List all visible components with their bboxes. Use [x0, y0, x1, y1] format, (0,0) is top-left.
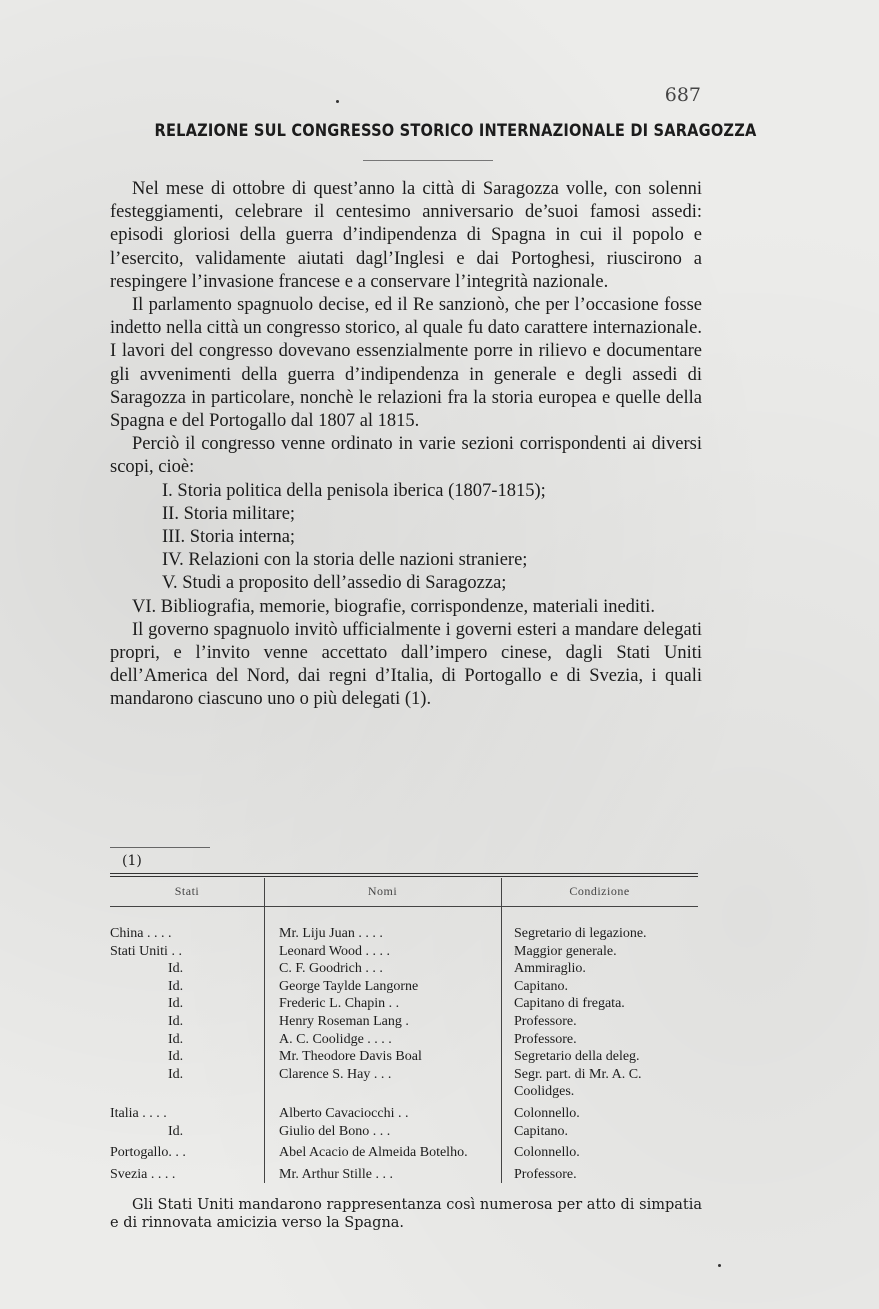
- cell-nome: Abel Acacio de Almeida Botelho.: [279, 1145, 468, 1161]
- article-title: RELAZIONE SUL CONGRESSO STORICO INTERNAZIONALE DI SARAGOZZA: [154, 121, 757, 141]
- cell-condizione: Segretario della deleg.: [514, 1049, 640, 1065]
- section-item: V. Studi a proposito dell’assedio di Saragozza;: [162, 573, 507, 594]
- paragraph-intro: Nel mese di ottobre di quest’anno la città di Saragozza volle, con solenni festeggiamenti, celebrare il centesimo anniversario de’suoi famosi assedi: episodi gloriosi della guerra d’indipendenza di Spagna in cui il popolo e l’esercito, validamente aiutati dagl’Inglesi e dai Portoghesi, riuscirono a respingere l’invasione francese e a conservare l’integrità nazionale.: [110, 179, 702, 292]
- cell-stato: Svezia . . . .: [110, 1166, 176, 1182]
- cell-stato: Id.: [168, 1066, 184, 1082]
- cell-stato: Id.: [168, 978, 184, 994]
- cell-condizione: Professore.: [514, 1013, 577, 1029]
- cell-stato: Italia . . . .: [110, 1105, 167, 1121]
- table-top-rule: [110, 873, 698, 877]
- footnote-closing-text: Gli Stati Uniti mandarono rappresentanza così numerosa per atto di simpatia e di rinnovata amicizia verso la Spagna.: [110, 1197, 702, 1231]
- cell-stato: Id.: [168, 961, 184, 977]
- table-row: [110, 1101, 698, 1123]
- cell-condizione: Professore.: [514, 1166, 577, 1182]
- table-row: [110, 1140, 698, 1162]
- paragraph-sections-intro: Perciò il congresso venne ordinato in varie sezioni corrispondenti ai diversi scopi, cioè:: [110, 434, 702, 478]
- table-row: [110, 1162, 698, 1184]
- table-row: [110, 995, 698, 1013]
- cell-nome: George Taylde Langorne: [279, 978, 419, 994]
- section-item: I. Storia politica della penisola iberica (1807-1815);: [162, 480, 546, 501]
- cell-nome: A. C. Coolidge . . . .: [279, 1031, 392, 1047]
- cell-nome: Mr. Liju Juan . . . .: [279, 926, 383, 941]
- page-number: 687: [664, 84, 701, 106]
- cell-condizione: Capitano di fregata.: [514, 996, 625, 1012]
- table-body: [110, 907, 698, 1184]
- table-row: [110, 1048, 698, 1066]
- cell-nome: Leonard Wood . . . .: [279, 943, 390, 959]
- table-row: [110, 943, 698, 961]
- cell-nome: Alberto Cavaciocchi . .: [279, 1105, 409, 1121]
- cell-nome: C. F. Goodrich . . .: [279, 961, 383, 977]
- table-row: [110, 1013, 698, 1031]
- table-row: [110, 960, 698, 978]
- cell-nome: Mr. Arthur Stille . . .: [279, 1166, 393, 1182]
- section-item: II. Storia militare;: [162, 503, 296, 524]
- print-speck: [718, 1264, 721, 1267]
- cell-nome: Henry Roseman Lang .: [279, 1013, 409, 1029]
- cell-condizione: Colonnello.: [514, 1145, 580, 1161]
- table-header-row: [110, 878, 698, 907]
- section-item: III. Storia interna;: [162, 527, 296, 548]
- sections-list: [110, 480, 702, 619]
- table-row: [110, 978, 698, 996]
- cell-condizione: Professore.: [514, 1031, 577, 1047]
- cell-nome: Clarence S. Hay . . .: [279, 1066, 392, 1082]
- cell-condizione: Capitano.: [514, 978, 569, 994]
- cell-stato: Id.: [168, 1013, 184, 1029]
- cell-condizione: Ammiraglio.: [514, 961, 586, 977]
- delegates-table: [110, 878, 698, 1183]
- cell-condizione: Segr. part. di Mr. A. C. Coolidges.: [514, 1066, 642, 1100]
- header-stati: Stati: [110, 878, 265, 907]
- cell-condizione: Segretario di legazione.: [514, 926, 647, 941]
- cell-nome: Mr. Theodore Davis Boal: [279, 1049, 422, 1065]
- header-condizione: Condizione: [502, 878, 699, 907]
- section-item: VI. Bibliografia, memorie, biografie, corrispondenze, materiali inediti.: [132, 596, 655, 617]
- table-row: [110, 907, 698, 943]
- cell-stato: Portogallo. . .: [110, 1145, 186, 1161]
- table-row: [110, 1123, 698, 1141]
- section-item: IV. Relazioni con la storia delle nazioni straniere;: [162, 550, 528, 571]
- article-body: [110, 178, 702, 712]
- cell-condizione: Capitano.: [514, 1123, 569, 1139]
- title-rule: [363, 160, 493, 161]
- cell-nome: Giulio del Bono . . .: [279, 1123, 391, 1139]
- cell-stato: China . . . .: [110, 926, 172, 941]
- cell-condizione: Maggior generale.: [514, 943, 617, 959]
- footnote-rule: [110, 847, 210, 848]
- cell-stato: Id.: [168, 996, 184, 1012]
- footnote-marker: (1): [122, 853, 142, 869]
- cell-stato: Id.: [168, 1123, 184, 1139]
- header-nomi: Nomi: [265, 878, 502, 907]
- paragraph-parliament: Il parlamento spagnuolo decise, ed il Re sanzionò, che per l’occasione fosse indetto nella città un congresso storico, al quale fu dato carattere internazionale. I lavori del congresso dovevano essenzialmente porre in rilievo e documentare gli avvenimenti della guerra d’indipendenza in generale e degli assedi di Saragozza in particolare, nonchè le relazioni fra la storia europea e quelle della Spagna e del Portogallo dal 1807 al 1815.: [110, 295, 702, 432]
- cell-condizione: Colonnello.: [514, 1105, 580, 1121]
- cell-stato: Stati Uniti . .: [110, 943, 182, 959]
- print-speck: [336, 100, 339, 103]
- cell-stato: Id.: [168, 1049, 184, 1065]
- table-row: [110, 1066, 698, 1101]
- paragraph-invitation: Il governo spagnuolo invitò ufficialmente i governi esteri a mandare delegati propri, e l’invito venne accettato dall’impero cinese, dagli Stati Uniti dell’America del Nord, dai regni d’Italia, di Portogallo e di Svezia, i quali mandarono ciascuno uno o più delegati (1).: [110, 619, 702, 710]
- cell-stato: Id.: [168, 1031, 184, 1047]
- table-row: [110, 1031, 698, 1049]
- cell-nome: Frederic L. Chapin . .: [279, 996, 400, 1012]
